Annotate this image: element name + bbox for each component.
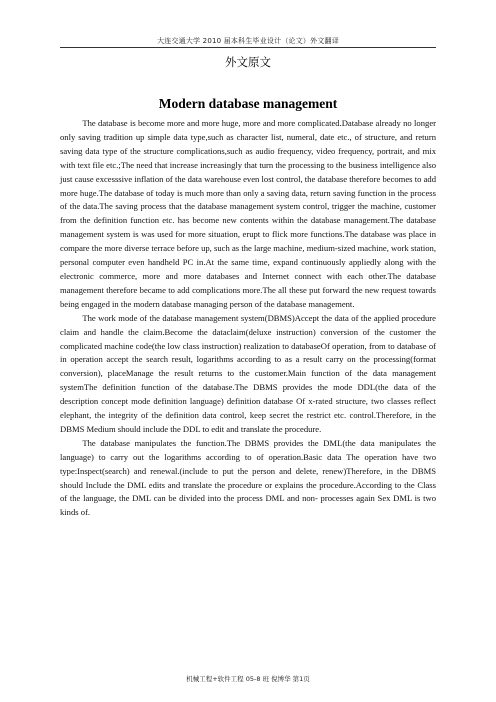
paragraph: The database is become more and more huge, more and more complicated.Database already no longer only saving tradition up simple data type,such as character list, numeral, date etc., of structure, and return saving data type of the structure complications,such as audio frequency, video frequency, portrait, and mix with text file etc.;The need that increase increasingly that turn the processing to the business intelligence also just cause excesssive inflation of the data warehouse even lost control, the database therefore becomes to add more huge.The database of today is much more than only a saving data, return saving function in the process of the data.The saving process that the database management system control, trigger the machine, customer from the definition function etc. has become new contents within the database management.The database management system is was used for more situation, erupt to flick more functions.The database was place in compare the more diverse terrace before up, such as the large machine, medium-sized machine, work station, personal computer even handheld PC in.At the same time, expand continuously appliedly along with the electronic commerce, more and more databases and Internet connect with each other.The database management therefore became to add complications more.The all these put forward the new request towards being engaged in the modern database managing person of the database management. xyxy=(60,118,436,309)
paragraph: The database manipulates the function.The DBMS provides the DML(the data manipulates the language) to carry out the logarithms according to of operation.Basic data The operation have two type:Inspect(search) and renewal.(include to put the person and delete, renew)Therefore, in the DBMS should Include the DML edits and translate the procedure or explains the procedure.According to the Class of the language, the DML can be divided into the process DML and non- processes again Sex DML is two kinds of. xyxy=(60,437,436,518)
header-divider xyxy=(60,47,436,48)
running-footer: 机械工程+软件工程 05-8 班 倪博华 第1页 xyxy=(186,675,310,683)
body-text xyxy=(60,117,436,520)
paragraph: The work mode of the database management system(DBMS)Accept the data of the applied procedure claim and handle the claim.Become the dataclaim(deluxe instruction) conversion of the customer the complicated machine code(the low class instruction) realization to databaseOf operation, from to database of in operation accept the search result, logarithms according to as a result carry on the processing(format conversion), placeManage the result returns to the customer.Main function of the data management systemThe definition function of the database.The DBMS provides the mode DDL(the data of the description concept mode definition language) definition database Of x-rated structure, two classes reflect elephant, the integrity of the definition data control, keep secret the restrict etc. control.Therefore, in the DBMS Medium should include the DDL to edit and translate the procedure. xyxy=(60,312,436,434)
running-header: 大连交通大学 2010 届本科生毕业设计（论文）外文翻译 xyxy=(157,37,339,45)
section-heading: 外文原文 xyxy=(225,55,271,69)
article-title: Modern database management xyxy=(158,96,338,111)
